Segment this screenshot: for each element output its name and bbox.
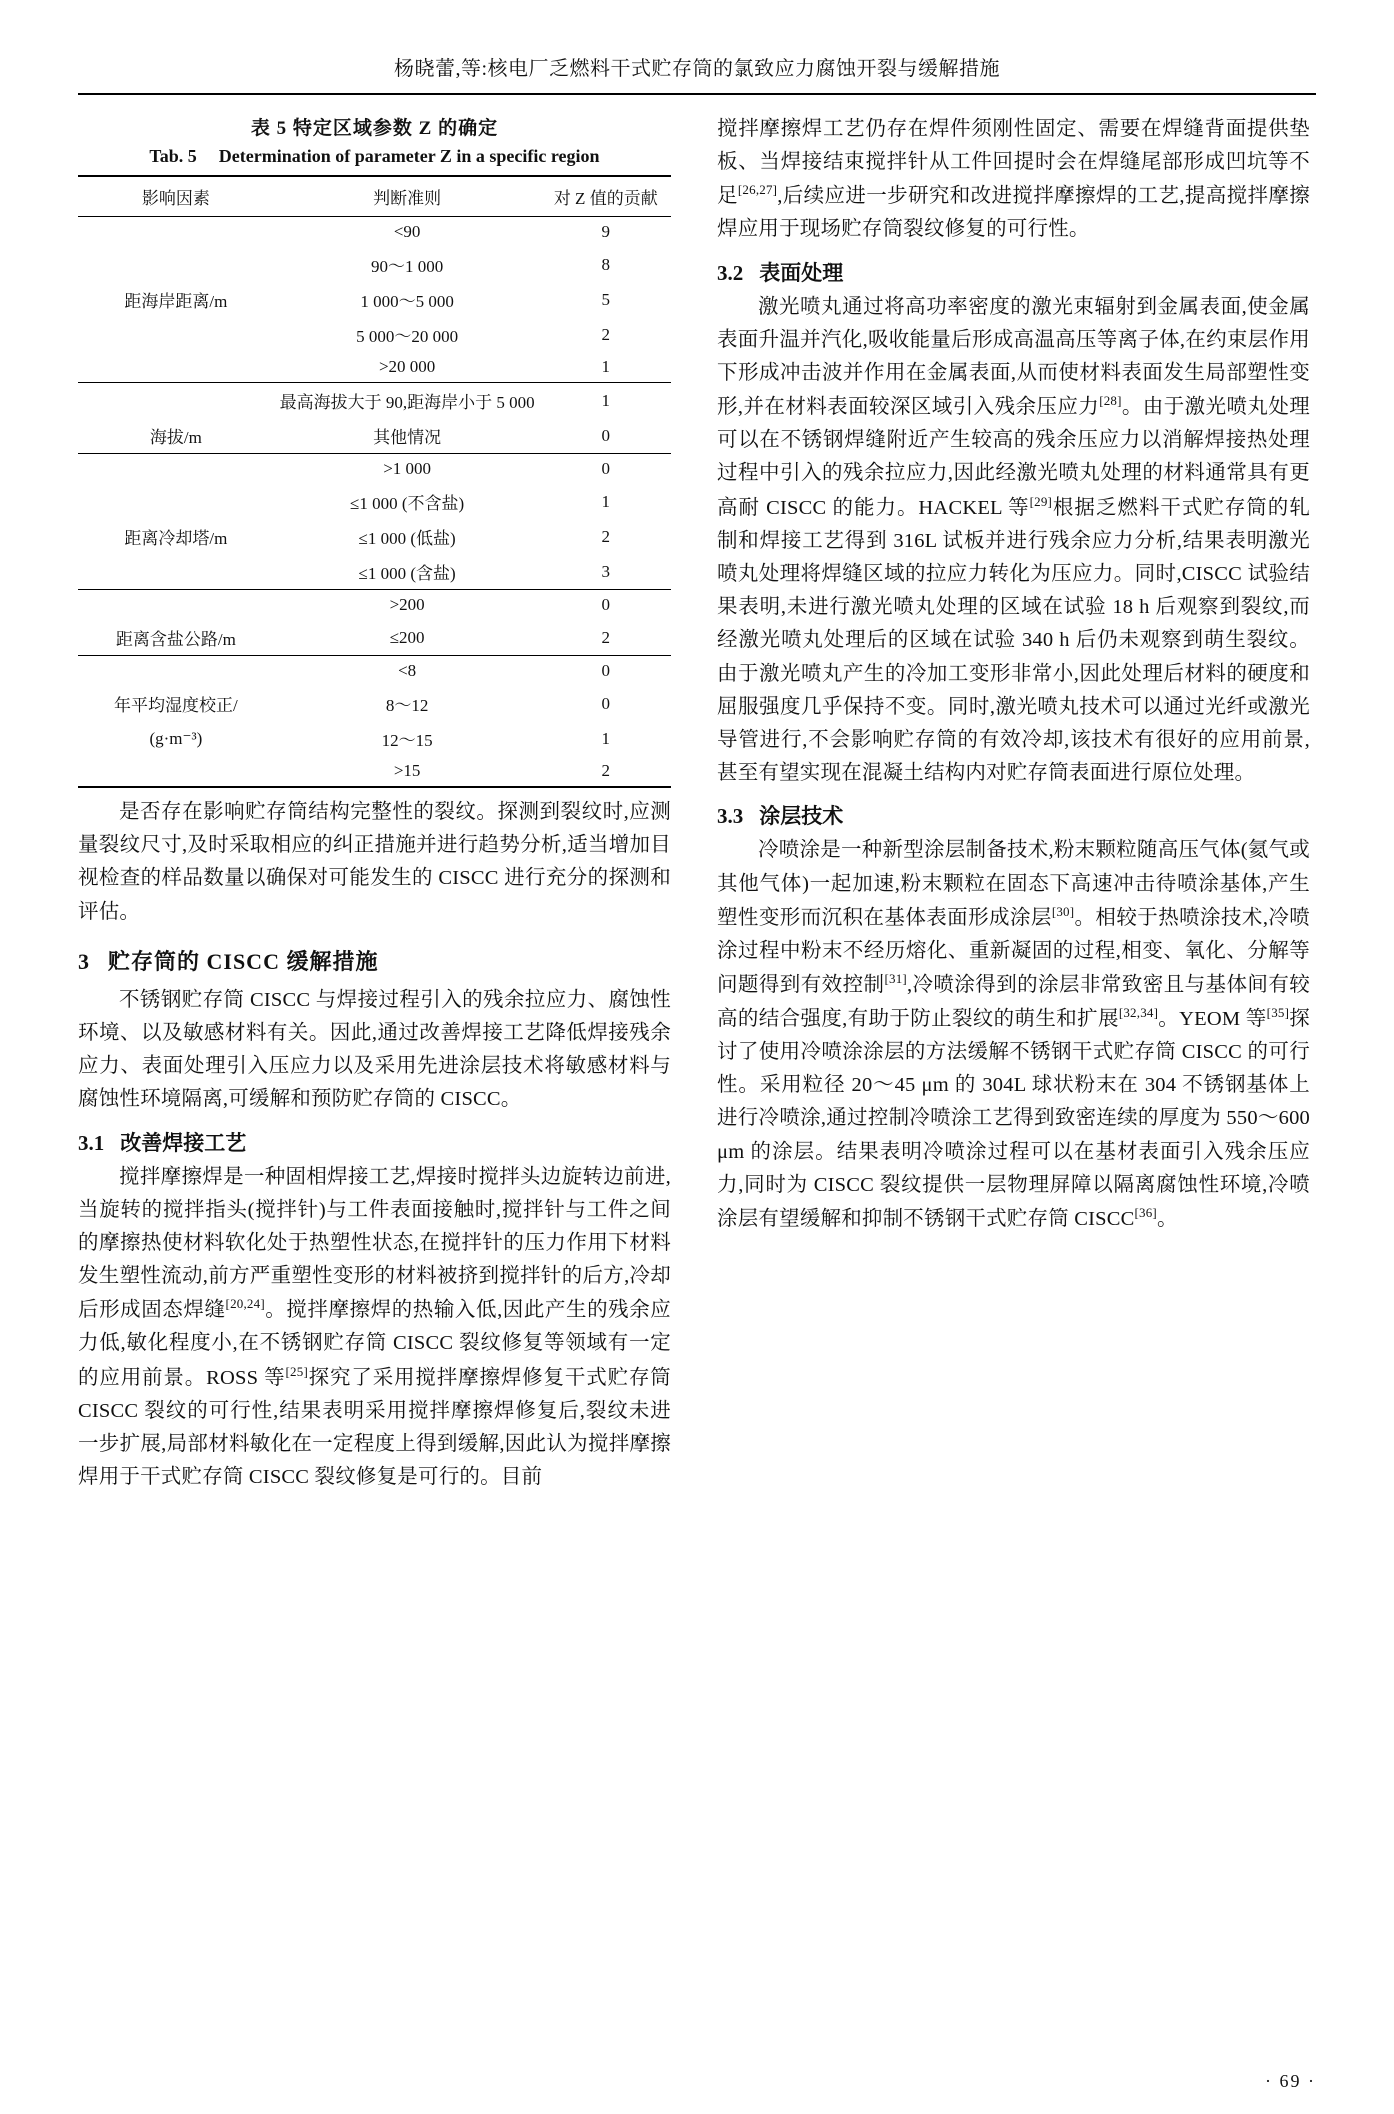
cell-factor: (g·m⁻³) — [149, 728, 203, 748]
text-run-b: 。相较于热喷涂技术,冷喷涂过程中粉末不经历熔化、重新凝固的过程,相变、氧化、分解等问题得到有效控制 — [717, 906, 1311, 996]
section-3-3-title: 涂层技术 — [759, 804, 844, 829]
cell-factor — [78, 484, 274, 519]
paragraph-after-table: 是否存在影响贮存筒结构完整性的裂纹。探测到裂纹时,应测量裂纹尺寸,及时采取相应的纠正措施并进行趋势分析,适当增加目视检查的样品数量以确保对可能发生的 CISCC 进行充分的探测和评估。 — [78, 801, 671, 923]
table-row — [78, 317, 671, 352]
running-head: 杨晓蕾,等:核电厂乏燃料干式贮存筒的氯致应力腐蚀开裂与缓解措施 — [393, 58, 1001, 80]
cell-criterion: ≤1 000 (低盐) — [358, 529, 456, 548]
cell-factor: 距离含盐公路/m — [78, 620, 274, 656]
two-column-layout — [78, 113, 1316, 1494]
left-column — [78, 113, 671, 1494]
citation-ref: [29] — [1029, 493, 1053, 509]
section-3-number: 3 — [78, 948, 90, 974]
cell-factor — [78, 590, 274, 621]
table-title-en — [78, 146, 671, 167]
table-row — [78, 721, 671, 756]
parameter-z-table — [78, 175, 671, 788]
citation-ref: [20,24] — [225, 1296, 265, 1312]
text-run-c: ,冷喷涂得到的涂层非常致密且与基体间有较高的结合强度,有助于防止裂纹的萌生和扩展 — [717, 973, 1310, 1030]
cell-criterion: 90～1 000 — [370, 257, 444, 276]
cell-factor: 距海岸距离/m — [124, 292, 228, 311]
cell-criterion: 12～15 — [381, 731, 433, 750]
right-column — [717, 113, 1310, 1494]
cell-factor — [78, 554, 274, 590]
table-caption-en: Determination of parameter Z in a specific region — [218, 146, 600, 166]
cell-criterion: >200 — [389, 595, 425, 614]
section-3-heading — [78, 945, 671, 976]
text-run-a: 搅拌摩擦焊工艺仍存在焊件须刚性固定、需要在焊缝背面提供垫板、当焊接结束搅拌针从工件回提时会在焊缝尾部形成凹坑等不足 — [717, 118, 1310, 208]
table-row — [78, 620, 671, 656]
table-row — [78, 484, 671, 519]
cell-factor — [78, 454, 274, 485]
cell-factor — [78, 247, 274, 282]
cell-criterion: ≤1 000 (含盐) — [274, 554, 541, 590]
cell-value: 2 — [601, 526, 611, 546]
cell-value: 2 — [601, 324, 611, 344]
table-row — [78, 554, 671, 590]
cell-value: 0 — [601, 595, 611, 614]
cell-factor — [78, 383, 274, 419]
table-row — [78, 454, 671, 485]
cell-value: 9 — [601, 222, 611, 241]
citation-ref: [36] — [1134, 1205, 1157, 1221]
cell-factor — [78, 317, 274, 352]
table-head — [78, 176, 671, 217]
section-3-1-heading — [78, 1127, 671, 1157]
text-run-b: ,后续应进一步研究和改进搅拌摩擦焊的工艺,提高搅拌摩擦焊应用于现场贮存筒裂纹修复的可行性。 — [717, 185, 1311, 241]
cell-criterion: ≤1 000 (不含盐) — [350, 494, 465, 513]
table-title-cn: 表 5 特定区域参数 Z 的确定 — [250, 118, 499, 139]
cell-factor — [78, 217, 274, 248]
table-row — [78, 418, 671, 454]
header-value: 对 Z 值的贡献 — [541, 176, 671, 217]
continuation-paragraph — [717, 113, 1310, 247]
citation-ref: [28] — [1099, 393, 1122, 409]
table-body — [78, 217, 671, 788]
cell-criterion: >15 — [274, 756, 541, 787]
cell-value: 2 — [541, 756, 671, 787]
table-row — [78, 217, 671, 248]
cell-criterion: <90 — [393, 222, 421, 241]
citation-ref: [31] — [884, 970, 907, 986]
table-row — [78, 656, 671, 687]
cell-value: 0 — [541, 418, 671, 454]
cell-criterion: 1 000～5 000 — [360, 292, 454, 311]
cell-value: 8 — [601, 254, 611, 274]
section-3-3-paragraph — [717, 834, 1310, 1236]
section-3-1-number: 3.1 — [78, 1130, 105, 1155]
cell-factor — [78, 352, 274, 383]
text-run-b: 。搅拌摩擦焊的热输入低,因此产生的残余应力低,敏化程度小,在不锈钢贮存筒 CISCC 裂纹修复等领域有一定的应用前景。ROSS 等 — [78, 1299, 672, 1389]
citation-ref: [30] — [1051, 903, 1075, 919]
section-3-2-heading — [717, 257, 1310, 287]
section-3-2-paragraph — [717, 291, 1310, 791]
cell-factor — [78, 656, 274, 687]
citation-ref: [35] — [1266, 1005, 1290, 1021]
cell-value: 0 — [601, 693, 611, 713]
table-header-row — [78, 176, 671, 217]
table-row — [78, 519, 671, 554]
page-number: · 69 · — [1265, 2071, 1316, 2091]
cell-criterion: 其他情况 — [274, 418, 541, 454]
cell-factor — [78, 756, 274, 787]
cell-factor: 海拔/m — [78, 418, 274, 454]
cell-criterion: <8 — [398, 661, 417, 680]
text-run-c: 根据乏燃料干式贮存筒的轧制和焊接工艺得到 316L 试板并进行残余应力分析,结果表明激光喷丸处理将焊缝区域的拉应力转化为压应力。同时,CISCC 试验结果表明,未进行激光喷丸处理的区域在试验 18 h 后观察到裂纹,而经激光喷丸处理后的区域在试验 340 h 后仍未观察到萌生裂纹。由于激光喷丸产生的冷加工变形非常小,因此处理后材料的硬度和屈服强度几乎保持不变。同时,激光喷丸技术可以通过光纤或激光导管进行,不会影响贮存筒的有效冷却,该技术有很好的应用前景,甚至有望实现在混凝土结构内对贮存筒表面进行原位处理。 — [717, 496, 1310, 785]
table-row — [78, 383, 671, 419]
table-label-en: Tab. 5 — [149, 146, 197, 166]
cell-value: 3 — [541, 554, 671, 590]
text-run-e: 探讨了使用冷喷涂涂层的方法缓解不锈钢干式贮存筒 CISCC 的可行性。采用粒径 20～45 μm 的 304L 球状粉末在 304 不锈钢基体上进行冷喷涂,通过控制冷喷涂工艺得到致密连续的厚度为 550～600 μm 的涂层。结果表明冷喷涂过程可以在基材表面引入残余压应力,同时为 CISCC 裂纹提供一层物理屏障以隔离腐蚀性环境,冷喷涂层有望缓解和抑制不锈钢干式贮存筒 CISCC — [717, 1007, 1311, 1230]
table-row — [78, 590, 671, 621]
header-criterion: 判断准则 — [274, 176, 541, 217]
section-3-3-number: 3.3 — [717, 804, 744, 829]
cell-value: 2 — [541, 620, 671, 656]
citation-ref: [32,34] — [1118, 1005, 1159, 1021]
cell-criterion: 8～12 — [385, 696, 429, 715]
cell-value: 1 — [601, 491, 611, 511]
citation-ref: [25] — [285, 1363, 308, 1379]
text-run-a: 激光喷丸通过将高功率密度的激光束辐射到金属表面,使金属表面升温并汽化,吸收能量后形成高温高压等离子体,在约束层作用下形成冲击波并作用在金属表面,从而使材料表面发生局部塑性变形,并在材料表面较深区域引入残余压应力 — [717, 295, 1310, 419]
table-row — [78, 247, 671, 282]
text-run-f: 。 — [1156, 1207, 1178, 1230]
section-3-2-title: 表面处理 — [759, 260, 844, 285]
cell-factor: 距离冷却塔/m — [124, 529, 228, 548]
table-row — [78, 756, 671, 787]
text-run-c: 探究了采用搅拌摩擦焊修复干式贮存筒 CISCC 裂纹的可行性,结果表明采用搅拌摩擦焊修复后,裂纹未进一步扩展,局部材料敏化在一定程度上得到缓解,因此认为搅拌摩擦焊用于干式贮存筒 CISCC 裂纹修复是可行的。目前 — [78, 1366, 671, 1489]
section-3-2-number: 3.2 — [717, 260, 744, 285]
cell-value: 1 — [601, 390, 611, 410]
text-run-a: 搅拌摩擦焊是一种固相焊接工艺,焊接时搅拌头边旋转边前进,当旋转的搅拌指头(搅拌针)与工件表面接触时,搅拌针与工件之间的摩擦热使材料软化处于热塑性状态,在搅拌针的压力作用下材料发生塑性流动,前方严重塑性变形的材料被挤到搅拌针的后方,冷却后形成固态焊缝 — [78, 1165, 671, 1322]
table-row — [78, 282, 671, 317]
cell-value: 0 — [601, 661, 611, 680]
text-run-b: 。由于激光喷丸处理可以在不锈钢焊缝附近产生较高的残余压应力以消解焊接热处理过程中引入的残余拉应力,因此经激光喷丸处理的材料通常具有更高耐 CISCC 的能力。HACKEL 等 — [717, 396, 1310, 519]
header-rule — [78, 93, 1316, 95]
cell-value: 1 — [541, 352, 671, 383]
section-3-title: 贮存筒的 CISCC 缓解措施 — [108, 948, 379, 974]
cell-criterion: >20 000 — [274, 352, 541, 383]
cell-value: 1 — [601, 728, 611, 748]
cell-criterion: 最高海拔大于 90,距海岸小于 5 000 — [279, 393, 535, 412]
section-3-1-title: 改善焊接工艺 — [120, 1130, 247, 1155]
citation-ref: [26,27] — [737, 182, 778, 198]
text-run-a: 冷喷涂是一种新型涂层制备技术,粉末颗粒随高压气体(氦气或其他气体)一起加速,粉末颗粒在固态下高速冲击待喷涂基体,产生塑性变形而沉积在基体表面形成涂层 — [717, 839, 1310, 929]
cell-criterion: >1 000 — [383, 459, 432, 478]
header-factor: 影响因素 — [78, 176, 274, 217]
cell-value: 0 — [601, 459, 611, 478]
cell-criterion: ≤200 — [274, 620, 541, 656]
section-3-1-paragraph — [78, 1161, 671, 1495]
section-3-3-heading — [717, 800, 1310, 830]
cell-criterion: 5 000～20 000 — [356, 327, 459, 346]
table-row — [78, 686, 671, 721]
cell-value: 5 — [601, 289, 611, 309]
section-3-paragraph: 不锈钢贮存筒 CISCC 与焊接过程引入的残余拉应力、腐蚀性环境、以及敏感材料有关。因此,通过改善焊接工艺降低焊接残余应力、表面处理引入压应力以及采用先进涂层技术将敏感材料与腐蚀性环境隔离,可缓解和预防贮存筒的 CISCC。 — [78, 988, 671, 1111]
cell-factor: 年平均湿度校正/ — [113, 696, 238, 715]
table-row — [78, 352, 671, 383]
text-run-d: 。YEOM 等 — [1158, 1007, 1267, 1030]
